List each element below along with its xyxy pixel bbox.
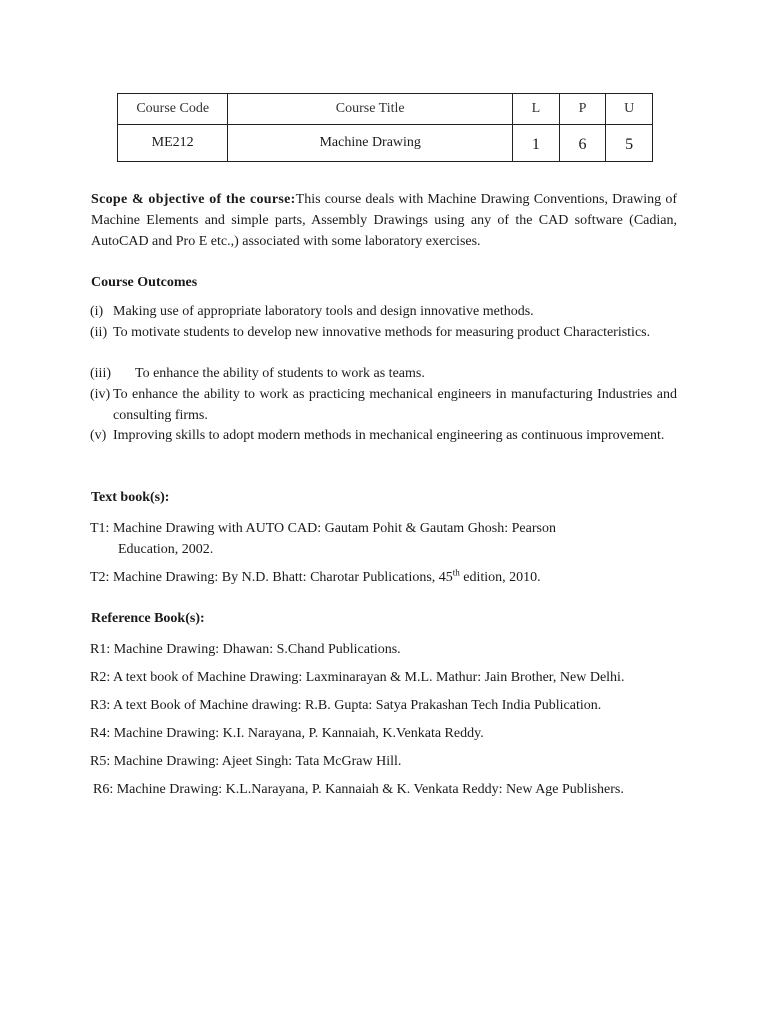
scope-text: This course deals with Machine Drawing Conventions, Drawing of Machine Elements and simple parts, Assembly Drawings using any of the CAD software (Cadian, AutoCAD and Pro E etc.,) associated with some laboratory exercises. bbox=[91, 192, 678, 249]
textbook-t1 bbox=[90, 518, 690, 560]
reference-item: R5: Machine Drawing: Ajeet Singh: Tata McGraw Hill. bbox=[90, 754, 402, 769]
reference-item: R4: Machine Drawing: K.I. Narayana, P. Kannaiah, K.Venkata Reddy. bbox=[90, 726, 484, 741]
outcome-item bbox=[90, 385, 677, 426]
textbook-t1-line1: T1: Machine Drawing with AUTO CAD: Gautam Pohit & Gautam Ghosh: Pearson bbox=[90, 521, 556, 536]
outcome-item bbox=[90, 364, 677, 385]
scope-paragraph bbox=[91, 189, 677, 252]
course-table-row bbox=[118, 125, 653, 162]
outcome-item bbox=[90, 323, 677, 344]
course-title-cell: Machine Drawing bbox=[228, 125, 513, 162]
course-table-header-row bbox=[118, 94, 653, 125]
outcome-marker: (iii) bbox=[90, 366, 111, 381]
scope-label: Scope & objective of the course: bbox=[91, 192, 296, 207]
outcome-text: To enhance the ability of students to work as teams. bbox=[135, 366, 425, 381]
reference-item: R1: Machine Drawing: Dhawan: S.Chand Publications. bbox=[90, 642, 401, 657]
outcome-marker: (i) bbox=[90, 304, 104, 319]
textbook-t1-line2: Education, 2002. bbox=[118, 542, 214, 557]
p-value-cell: 6 bbox=[559, 125, 606, 162]
header-course-code: Course Code bbox=[118, 94, 228, 125]
course-table bbox=[117, 93, 653, 162]
course-outcomes-heading: Course Outcomes bbox=[91, 275, 198, 290]
outcome-marker: (ii) bbox=[90, 325, 108, 340]
textbook-t2-edition: edition, 2010. bbox=[459, 570, 541, 585]
outcome-text: Improving skills to adopt modern methods in mechanical engineering as continuous improvement. bbox=[113, 428, 665, 443]
outcome-item bbox=[90, 302, 677, 323]
textbook-t2-text: T2: Machine Drawing: By N.D. Bhatt: Charotar Publications, 45 bbox=[90, 570, 453, 585]
u-value-cell: 5 bbox=[606, 125, 653, 162]
outcome-marker: (v) bbox=[90, 428, 107, 443]
reference-books-heading: Reference Book(s): bbox=[91, 611, 205, 626]
edition-superscript: th bbox=[452, 567, 460, 578]
reference-item: R3: A text Book of Machine drawing: R.B. Gupta: Satya Prakashan Tech India Publication. bbox=[90, 698, 602, 713]
header-course-title: Course Title bbox=[228, 94, 513, 125]
outcome-item bbox=[90, 426, 677, 447]
reference-item: R2: A text book of Machine Drawing: Laxminarayan & M.L. Mathur: Jain Brother, New Delhi. bbox=[90, 670, 625, 685]
header-u: U bbox=[606, 94, 653, 125]
reference-item: R6: Machine Drawing: K.L.Narayana, P. Kannaiah & K. Venkata Reddy: New Age Publishers. bbox=[93, 782, 624, 797]
l-value-cell: 1 bbox=[513, 125, 560, 162]
outcome-marker: (iv) bbox=[90, 387, 111, 402]
header-l: L bbox=[513, 94, 560, 125]
outcome-text: To motivate students to develop new innovative methods for measuring product Characteristics. bbox=[113, 325, 651, 340]
textbook-t2 bbox=[90, 567, 690, 588]
textbooks-heading: Text book(s): bbox=[91, 490, 170, 505]
course-code-cell: ME212 bbox=[118, 125, 228, 162]
outcome-text: To enhance the ability to work as practicing mechanical engineers in manufacturing Industries and consulting firms. bbox=[113, 387, 677, 423]
outcome-text: Making use of appropriate laboratory tools and design innovative methods. bbox=[113, 304, 534, 319]
header-p: P bbox=[559, 94, 606, 125]
